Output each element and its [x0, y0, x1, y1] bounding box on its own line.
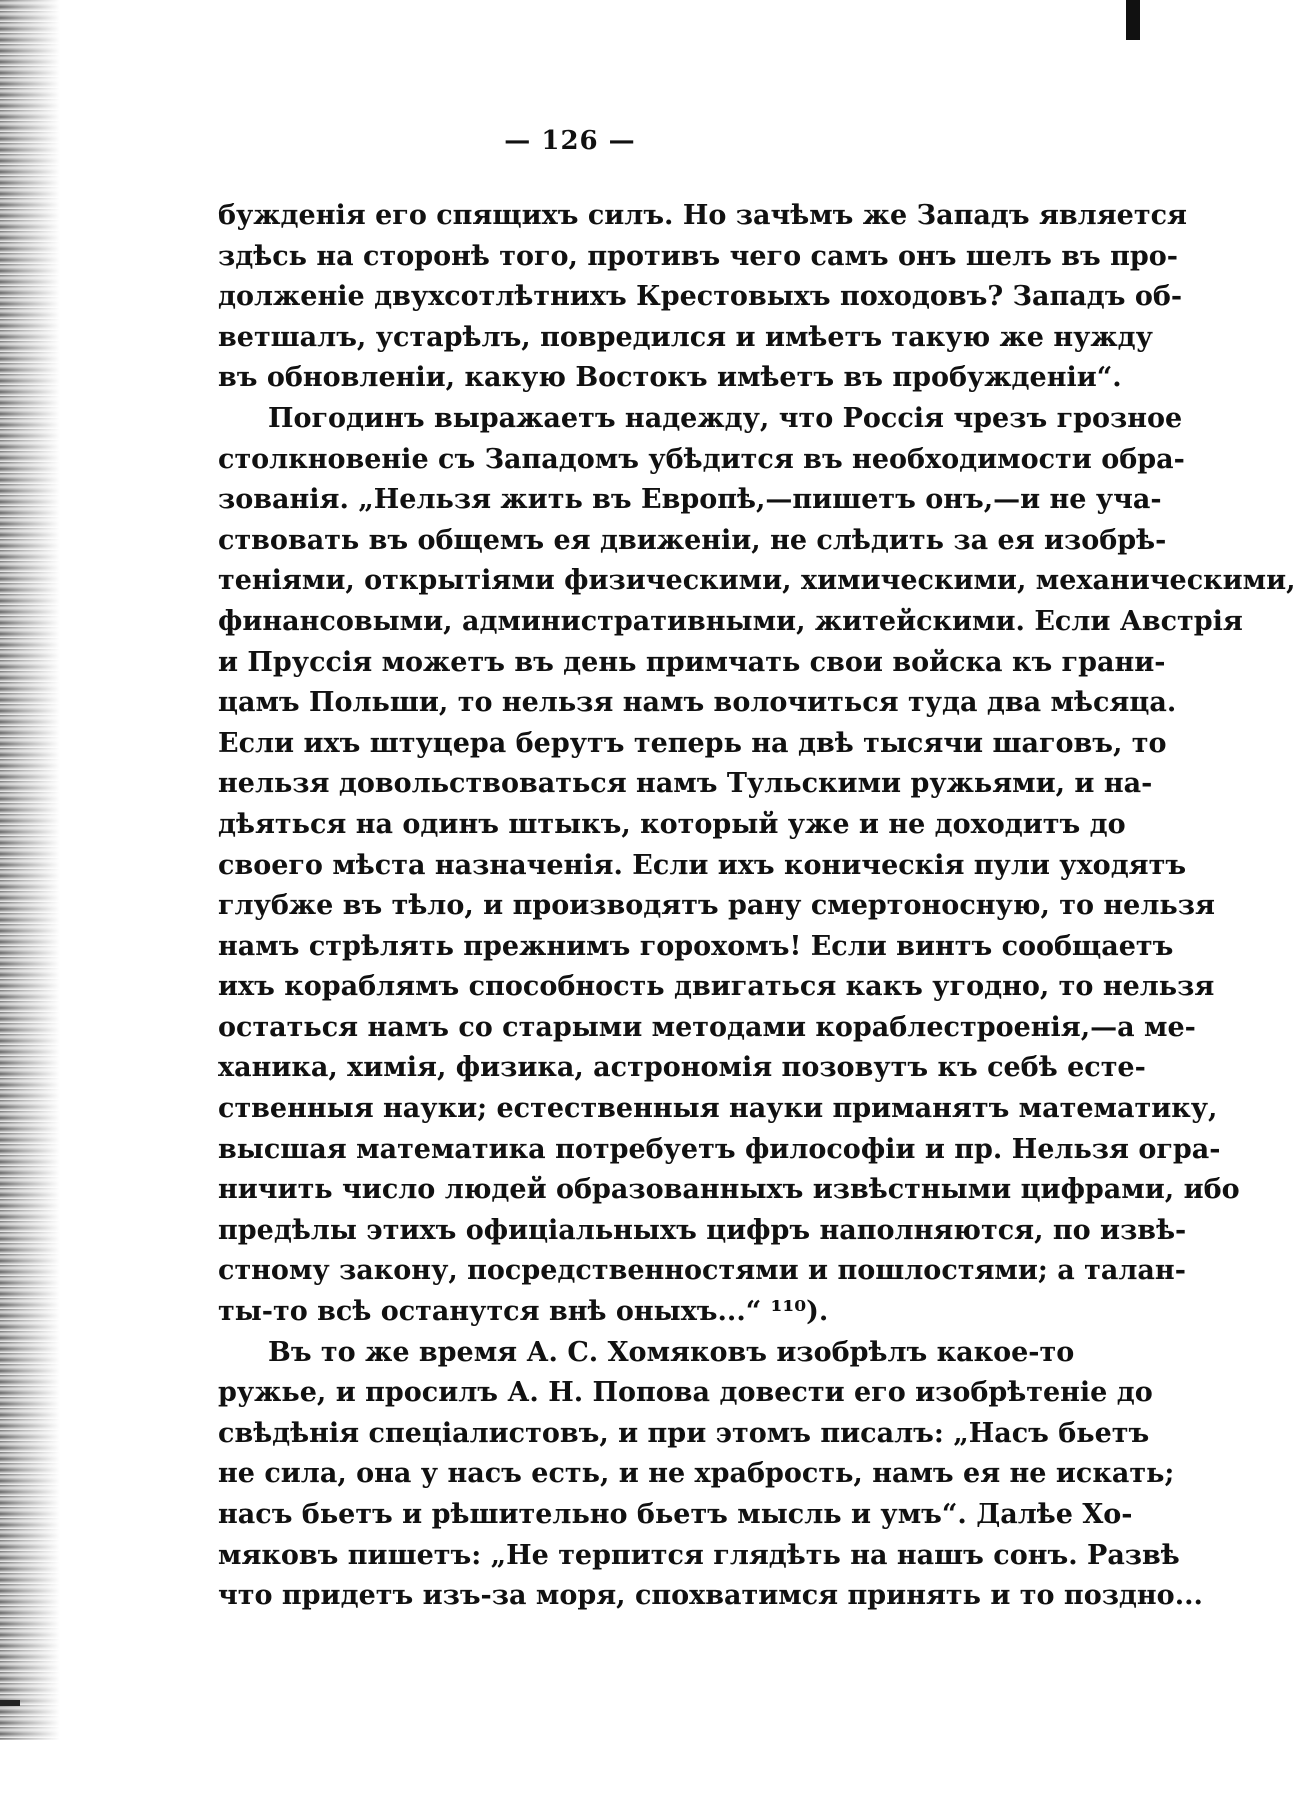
page-number: — 126 — — [504, 126, 636, 156]
text-line: въ обновленіи, какую Востокъ имѣетъ въ пробужденіи“. — [218, 362, 1122, 394]
scan-mark-bottom — [0, 1700, 20, 1706]
text-line: намъ стрѣлять прежнимъ горохомъ! Если винтъ сообщаетъ — [218, 930, 1174, 962]
body-text — [218, 196, 1296, 1617]
text-line: Если ихъ штуцера берутъ теперь на двѣ тысячи шаговъ, то — [218, 727, 1167, 759]
text-line: Погодинъ выражаетъ надежду, что Россія чрезъ грозное — [268, 402, 1183, 434]
text-line: столкновеніе съ Западомъ убѣдится въ необходимости обра- — [218, 443, 1185, 475]
text-line: теніями, открытіями физическими, химическими, механическими, — [218, 565, 1296, 597]
text-line: бужденія его спящихъ силъ. Но зачѣмъ же Западъ является — [218, 200, 1187, 231]
text-line: нельзя довольствоваться намъ Тульскими ружьями, и на- — [218, 768, 1153, 800]
text-line: остаться намъ со старыми методами кораблестроенія,—а ме- — [218, 1011, 1196, 1043]
text-line: глубже въ тѣло, и производятъ рану смертоносную, то нельзя — [218, 890, 1215, 922]
text-line: дѣяться на одинъ штыкъ, который уже и не доходитъ до — [218, 808, 1126, 840]
text-line: долженіе двухсотлѣтнихъ Крестовыхъ походовъ? Западъ об- — [218, 281, 1183, 313]
text-line: стному закону, посредственностями и пошлостями; а талан- — [218, 1255, 1186, 1287]
text-line: ствовать въ общемъ ея движеніи, не слѣдить за ея изобрѣ- — [218, 524, 1167, 556]
text-line: здѣсь на сторонѣ того, противъ чего самъ онъ шелъ въ про- — [218, 240, 1178, 272]
text-line: ничить число людей образованныхъ извѣстными цифрами, ибо — [218, 1174, 1240, 1206]
text-line: Въ то же время А. С. Хомяковъ изобрѣлъ какое-то — [268, 1336, 1075, 1368]
text-line: зованія. „Нельзя жить въ Европѣ,—пишетъ онъ,—и не уча- — [218, 484, 1162, 516]
scan-shadow-left — [0, 0, 60, 1740]
text-line: ханика, химія, физика, астрономія позовутъ къ себѣ есте- — [218, 1052, 1146, 1084]
text-line: ственныя науки; естественныя науки приманятъ математику, — [218, 1093, 1218, 1125]
paragraph-3 — [218, 1333, 1203, 1617]
text-line: предѣлы этихъ офиціальныхъ цифръ наполняются, по извѣ- — [218, 1214, 1187, 1246]
paragraph-2 — [218, 399, 1296, 1333]
scan-shadow-right — [1126, 0, 1140, 40]
text-line: высшая математика потребуетъ философіи и пр. Нельзя огра- — [218, 1133, 1221, 1165]
text-line: и Пруссія можетъ въ день примчать свои войска къ грани- — [218, 646, 1166, 678]
text-line: мяковъ пишетъ: „Не терпится глядѣть на нашъ сонъ. Развѣ — [218, 1539, 1180, 1571]
text-line: финансовыми, административными, житейскими. Если Австрія — [218, 605, 1243, 637]
text-line: свѣдѣнія спеціалистовъ, и при этомъ писалъ: „Насъ бьетъ — [218, 1417, 1150, 1449]
text-line: ихъ кораблямъ способность двигаться какъ угодно, то нельзя — [218, 971, 1215, 1003]
text-line: насъ бьетъ и рѣшительно бьетъ мысль и умъ“. Далѣе Хо- — [218, 1499, 1133, 1530]
text-line: своего мѣста назначенія. Если ихъ коническія пули уходятъ — [218, 849, 1187, 881]
paragraph-1 — [218, 196, 1187, 399]
text-line: ружье, и просилъ А. Н. Попова довести его изобрѣтеніе до — [218, 1377, 1153, 1409]
text-line: цамъ Польши, то нельзя намъ волочиться туда два мѣсяца. — [218, 687, 1177, 719]
text-line: не сила, она у насъ есть, и не храбрость, намъ ея не искать; — [218, 1458, 1175, 1490]
text-line: что придетъ изъ-за моря, спохватимся принять и то поздно... — [218, 1580, 1203, 1612]
text-line: ветшалъ, устарѣлъ, повредился и имѣетъ такую же нужду — [218, 321, 1153, 353]
text-line: ты-то всѣ останутся внѣ оныхъ...“ ¹¹⁰). — [218, 1296, 829, 1328]
